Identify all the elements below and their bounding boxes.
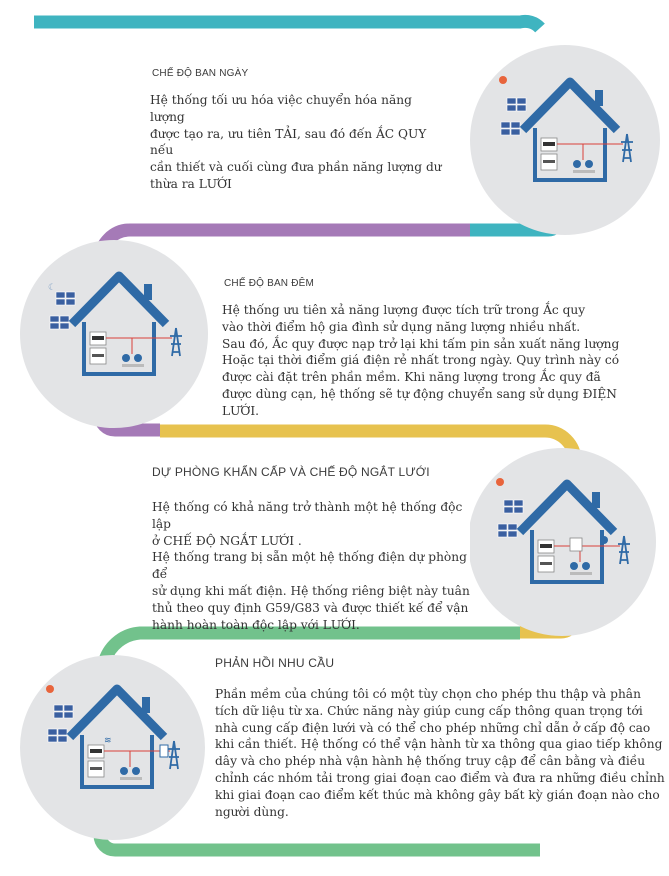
section-4-card — [205, 650, 665, 830]
solar-house-night-icon — [20, 240, 208, 428]
solar-house-wireless-icon — [20, 655, 205, 840]
section-2-title: CHẾ ĐỘ BAN ĐÊM — [224, 278, 315, 289]
section-2-card — [212, 262, 632, 418]
svg-text:☾: ☾ — [48, 283, 57, 293]
section-2-text: Hệ thống ưu tiên xả năng lượng được tích trữ trong Ắc quy vào thời điểm hộ gia đình sử dụng năng lượng nhiều nhất. Sau đó, Ắc quy được nạp trở lại khi tấm pin sản xuất năng lượng Hoặc tại thời điểm giá điện rẻ nhất trong ngày. Quy trình này có được cài đặt trên phần mềm. Khi năng lượng trong Ắc quy đã được dùng cạn, hệ thống sẽ tự động chuyển sang sử dụng ĐIỆN LƯỚI. — [222, 303, 620, 418]
section-2-image — [20, 240, 208, 428]
section-3-text: Hệ thống có khả năng trở thành một hệ thống độc lập ở CHẾ ĐỘ NGẮT LƯỚI . Hệ thống trang bị sẵn một hệ thống điện dự phòng để sử dụng khi mất điện. Hệ thống riêng biệt này tuân thủ theo quy định G59/G83 và được thiết kế để vận hành hoàn toàn độc lập với LƯỚI. — [152, 500, 470, 632]
section-4-title: PHẢN HỒI NHU CẦU — [215, 656, 335, 670]
solar-house-backup-icon — [468, 448, 656, 636]
section-4-text: Phần mềm của chúng tôi có một tùy chọn cho phép thu thập và phân tích dữ liệu từ xa. Chức năng này giúp cung cấp thông quan trọng tới nhà cung cấp điện lưới và có thể cho phép những chỉ dẫn ở cấp độ cao khi cần thiết. Hệ thống có thể vận hành từ xa thông qua giao tiếp không dây và cho phép nhà vận hành hệ thống truy cập để cân bằng và điều chỉnh các nhóm tải trong giai đoạn cao điểm và đưa ra những điều chỉnh khi giai đoạn cao điểm kết thúc mà không gây bất kỳ gián đoạn nào cho người dùng. — [215, 687, 665, 819]
solar-house-icon — [470, 45, 660, 235]
section-3-image — [468, 448, 656, 636]
section-1-image — [470, 45, 660, 235]
section-3-title: DỰ PHÒNG KHẨN CẤP VÀ CHẾ ĐỘ NGẮT LƯỚI — [152, 465, 430, 479]
teal-band — [34, 21, 540, 28]
section-1-title: CHẾ ĐỘ BAN NGÀY — [152, 68, 249, 79]
svg-text:≋: ≋ — [104, 736, 112, 746]
section-4-image — [20, 655, 205, 840]
section-1-card — [140, 62, 442, 191]
section-3-card — [136, 455, 470, 632]
section-1-text: Hệ thống tối ưu hóa việc chuyển hóa năng lượng được tạo ra, ưu tiên TẢI, sau đó đến ẮC QUY nếu cần thiết và cuối cùng đưa phần năng lượng dư thừa ra LƯỚI — [150, 93, 442, 191]
